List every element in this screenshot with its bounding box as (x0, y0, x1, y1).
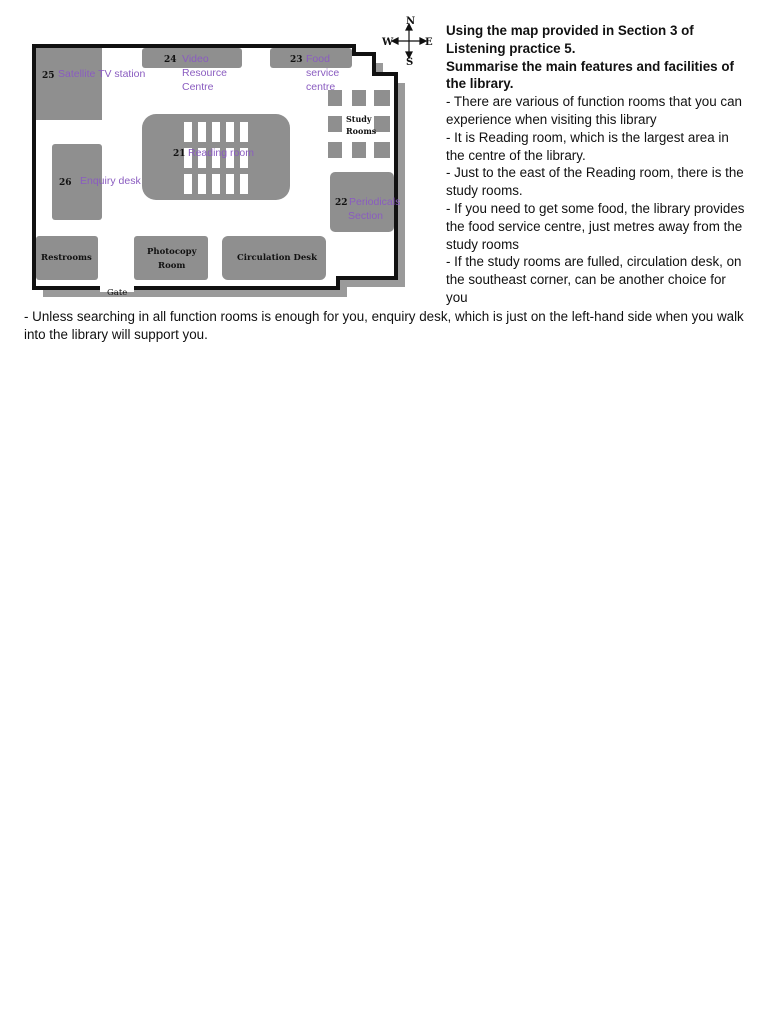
room-22-answer-1: Periodicals (349, 196, 401, 208)
heading-line-1: Using the map provided in Section 3 of (446, 23, 694, 38)
side-column (446, 22, 748, 307)
circulation-label: Circulation Desk (237, 253, 317, 263)
room-24-answer-1: Video (182, 53, 209, 65)
room-25-answer: Satellite TV station (58, 68, 146, 80)
photocopy-label-2: Room (158, 261, 186, 271)
full-width-paragraph (24, 308, 748, 344)
library-map (22, 10, 442, 300)
heading-line-4: the library. (446, 76, 514, 92)
study-label-1: Study (346, 114, 372, 124)
room-24-number: 24 (164, 55, 177, 65)
room-21-answer: Reading room (188, 147, 254, 159)
compass (392, 24, 426, 58)
paragraph-5: - If the study rooms are fulled, circulation desk, on the southeast corner, can be another choice for you (446, 254, 742, 305)
heading-line-2: Listening practice 5. (446, 40, 576, 56)
room-23-answer-3: centre (306, 81, 336, 93)
room-23-answer-2: service (306, 67, 340, 79)
room-25-number: 25 (42, 71, 55, 81)
paragraph-1: - There are various of function rooms that you can experience when visiting this library (446, 94, 742, 127)
room-satellite (36, 48, 102, 120)
room-23-number: 23 (290, 55, 303, 65)
room-24-answer-3: Centre (182, 81, 214, 93)
room-22-answer-2: Section (348, 210, 384, 222)
paragraph-3: - Just to the east of the Reading room, there is the study rooms. (446, 165, 744, 199)
room-photocopy (134, 236, 208, 280)
room-23-answer-1: Food (306, 53, 330, 65)
room-26-number: 26 (59, 178, 72, 188)
room-22-number: 22 (335, 198, 348, 208)
compass-s: S (406, 57, 414, 68)
paragraph-4: - If you need to get some food, the library provides the food service centre, just metres away from the study rooms (446, 200, 745, 252)
paragraph-6: - Unless searching in all function rooms is enough for you, enquiry desk, which is just on the left-hand side when you walk into the library will support you. (24, 309, 744, 342)
study-label-2: Rooms (346, 126, 377, 136)
room-24-answer-2: Resource (182, 67, 227, 79)
paragraph-2: - It is Reading room, which is the largest area in the centre of the library. (446, 129, 729, 163)
compass-n: N (406, 16, 416, 27)
photocopy-label-1: Photocopy (147, 247, 197, 257)
compass-e: E (425, 37, 433, 48)
library-map-svg (22, 10, 442, 300)
compass-w: W (382, 37, 394, 48)
room-21-number: 21 (173, 149, 186, 159)
room-26-answer: Enquiry desk (80, 175, 141, 187)
heading-line-3: Summarise the main features and facilities of (446, 58, 734, 74)
gate-label: Gate (107, 288, 128, 298)
restrooms-label: Restrooms (41, 253, 92, 263)
